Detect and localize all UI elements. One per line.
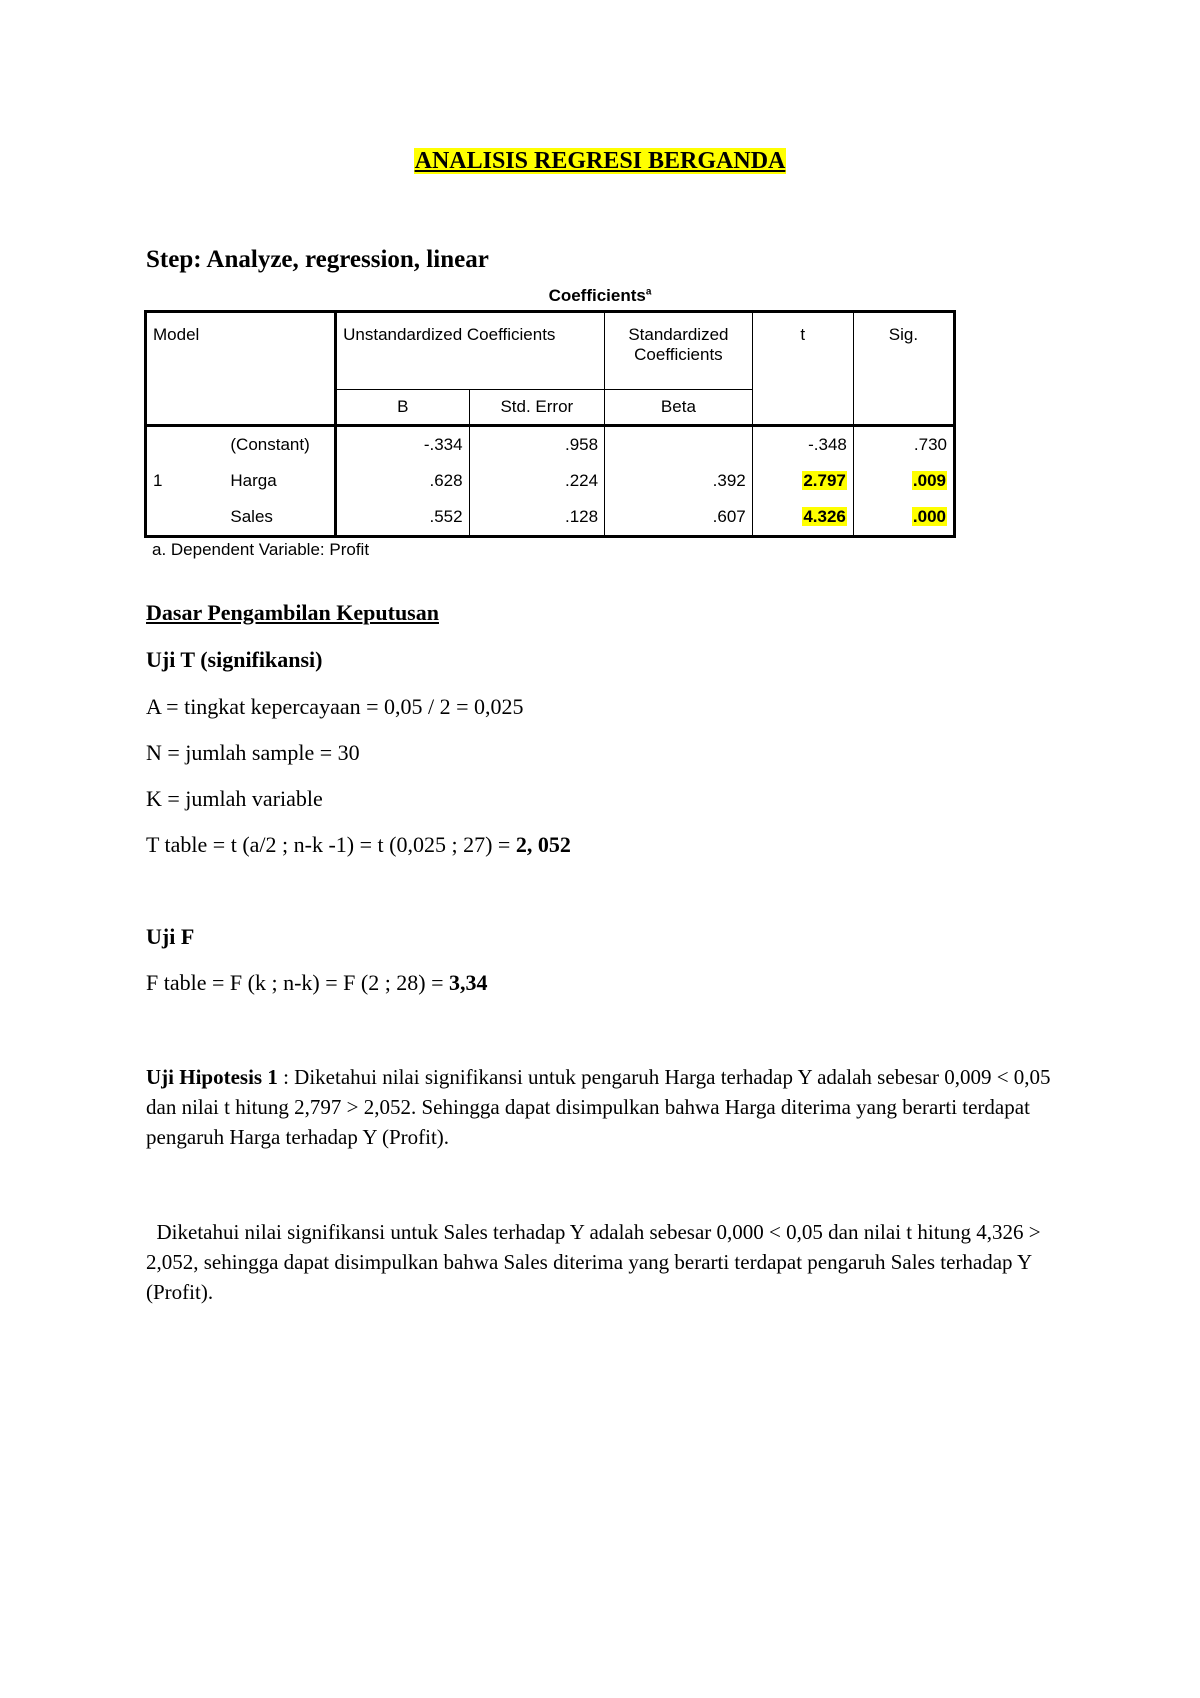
highlighted-sig-value: .009: [912, 471, 946, 490]
uji-t-line-k: K = jumlah variable: [146, 786, 323, 811]
row-name: Harga: [224, 463, 335, 499]
hipotesis-1-text: : Diketahui nilai signifikansi untuk pengaruh Harga terhadap Y adalah sebesar 0,009 < 0,05 dan nilai t hitung 2,797 > 2,052. Sehingga dapat disimpulkan bahwa Harga diterima yang berarti terdapat pengaruh Harga terhadap Y (Profit).: [146, 1065, 1051, 1149]
document-title-wrap: [0, 148, 1200, 175]
table-caption: [0, 286, 1200, 306]
uji-t-line-n: N = jumlah sample = 30: [146, 740, 360, 765]
table-header-row-1: [146, 312, 955, 390]
header-sig: Sig.: [853, 312, 954, 426]
cell-b: -.334: [336, 426, 469, 464]
cell-b: .552: [336, 499, 469, 537]
table-footnote: a. Dependent Variable: Profit: [152, 540, 370, 559]
row-name: (Constant): [224, 426, 335, 464]
header-unstandardized: Unstandardized Coefficients: [336, 312, 605, 390]
document-title: ANALISIS REGRESI BERGANDA: [414, 148, 786, 174]
uji-f-heading: Uji F: [146, 924, 195, 949]
header-t: t: [752, 312, 853, 426]
header-std-error: Std. Error: [469, 390, 605, 426]
cell-sig: .730: [853, 426, 954, 464]
cell-b: .628: [336, 463, 469, 499]
hipotesis-1-label: Uji Hipotesis 1: [146, 1065, 278, 1089]
uji-t-table-value: 2, 052: [515, 832, 571, 857]
uji-t-table-formula: T table = t (a/2 ; n-k -1) = t (0,025 ; 27) =: [146, 832, 516, 857]
model-number-cell: [146, 426, 225, 464]
header-b: B: [336, 390, 469, 426]
cell-t: -.348: [752, 426, 853, 464]
table-row: [146, 499, 955, 537]
highlighted-sig-value: .000: [912, 507, 946, 526]
cell-beta: .607: [605, 499, 753, 537]
step-instruction: Step: Analyze, regression, linear: [146, 246, 489, 273]
cell-sig-highlight: [853, 463, 954, 499]
cell-beta: .392: [605, 463, 753, 499]
table-caption-sup: a: [645, 286, 652, 298]
uji-f-table-line: [146, 968, 488, 998]
hipotesis-2-paragraph: Diketahui nilai signifikansi untuk Sales terhadap Y adalah sebesar 0,000 < 0,05 dan nilai t hitung 4,326 > 2,052, sehingga dapat disimpulkan bahwa Sales diterima yang berarti terdapat pengaruh Sales terhadap Y (Profit).: [146, 1220, 1046, 1304]
cell-sig-highlight: [853, 499, 954, 537]
cell-std-error: .128: [469, 499, 605, 537]
hipotesis-1-paragraph: [146, 1062, 1066, 1152]
cell-beta: [605, 426, 753, 464]
cell-std-error: .958: [469, 426, 605, 464]
table-row: [146, 426, 955, 464]
coefficients-table: [144, 310, 956, 538]
model-number: 1: [153, 471, 163, 490]
table-row: [146, 463, 955, 499]
highlighted-t-value: 4.326: [803, 507, 846, 526]
cell-std-error: .224: [469, 463, 605, 499]
decision-heading: Dasar Pengambilan Keputusan: [146, 600, 439, 625]
uji-f-table-formula: F table = F (k ; n-k) = F (2 ; 28) =: [146, 970, 450, 995]
uji-t-line-a: A = tingkat kepercayaan = 0,05 / 2 = 0,025: [146, 694, 524, 719]
uji-t-table-line: [146, 830, 571, 860]
uji-t-heading: Uji T (signifikansi): [146, 647, 323, 672]
cell-t-highlight: [752, 463, 853, 499]
header-beta: Beta: [605, 390, 753, 426]
header-model: Model: [146, 312, 336, 426]
model-number-cell: [146, 499, 225, 537]
highlighted-t-value: 2.797: [803, 471, 846, 490]
row-name: Sales: [224, 499, 335, 537]
header-standardized: Standardized Coefficients: [605, 312, 753, 390]
cell-t-highlight: [752, 499, 853, 537]
table-caption-text: Coefficients: [548, 286, 646, 305]
uji-f-table-value: 3,34: [449, 970, 488, 995]
